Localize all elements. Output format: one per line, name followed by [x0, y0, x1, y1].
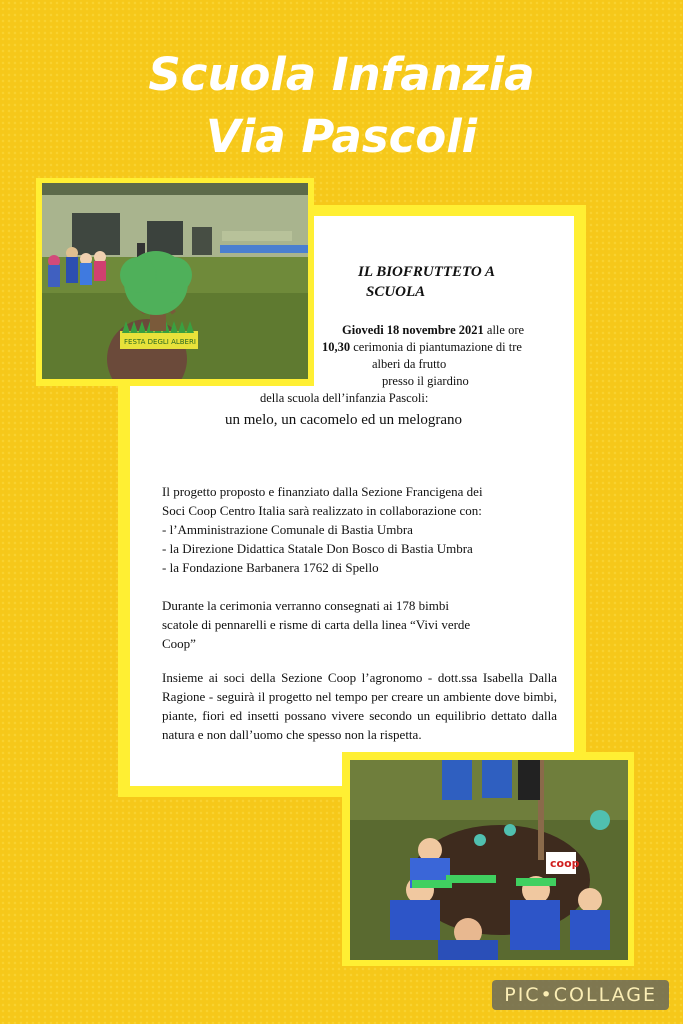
coop-sign-text: coop [550, 857, 580, 870]
title-line-2: Via Pascoli [205, 110, 478, 163]
document-title-line-2: SCUOLA [366, 284, 426, 300]
poster-title [0, 44, 683, 168]
photo-school-garden [42, 183, 308, 379]
trees-line: un melo, un cacomelo ed un melograno [225, 412, 463, 428]
intro-line-5: della scuola dell’infanzia Pascoli: [260, 391, 429, 405]
watermark-logo: PIC•COLLAGE [492, 980, 669, 1010]
intro-block [322, 322, 524, 390]
intro-time: 10,30 [322, 340, 351, 354]
paragraph-agronomist: Insieme ai soci della Sezione Coop l’agronomo - dott.ssa Isabella Dalla Ragione - seguirà il progetto nel tempo per creare un ambiente dove bimbi, piante, fiori ed insetti possano vivere secondo un equilibrio dettato dalla natura e non dall’uomo che spesso non la rispetta. [162, 670, 557, 742]
paragraph-line: Soci Coop Centro Italia sarà realizzato in collaborazione con: [162, 503, 482, 518]
intro-line-2-rest: cerimonia di piantumazione di tre [350, 340, 522, 354]
headband-text: FESTA DEGLI ALBERI [124, 338, 196, 346]
intro-line-1-rest: alle ore [483, 323, 525, 337]
paragraph-ceremony [162, 596, 557, 653]
photo-children-planting [350, 760, 628, 960]
paragraph-line: scatole di pennarelli e risme di carta della linea “Vivi verde [162, 617, 471, 632]
paragraph-line: - la Direzione Didattica Statale Don Bosco di Bastia Umbra [162, 541, 473, 556]
paragraph-line: - l’Amministrazione Comunale di Bastia Umbra [162, 522, 413, 537]
intro-date: Giovedi 18 novembre 2021 [342, 323, 484, 337]
paragraph-project [162, 482, 557, 577]
paragraph-line: - la Fondazione Barbanera 1762 di Spello [162, 560, 379, 575]
paragraph-line: Coop” [162, 636, 196, 651]
document-title-line-1: IL BIOFRUTTETO A [358, 264, 495, 280]
intro-line-3: alberi da frutto [372, 357, 447, 371]
paragraph-line: Durante la cerimonia verranno consegnati ai 178 bimbi [162, 598, 449, 613]
title-line-1: Scuola Infanzia [148, 48, 535, 101]
intro-line-4: presso il giardino [382, 374, 469, 388]
document-title [358, 262, 548, 302]
paragraph-line: Il progetto proposto e finanziato dalla Sezione Francigena dei [162, 484, 483, 499]
